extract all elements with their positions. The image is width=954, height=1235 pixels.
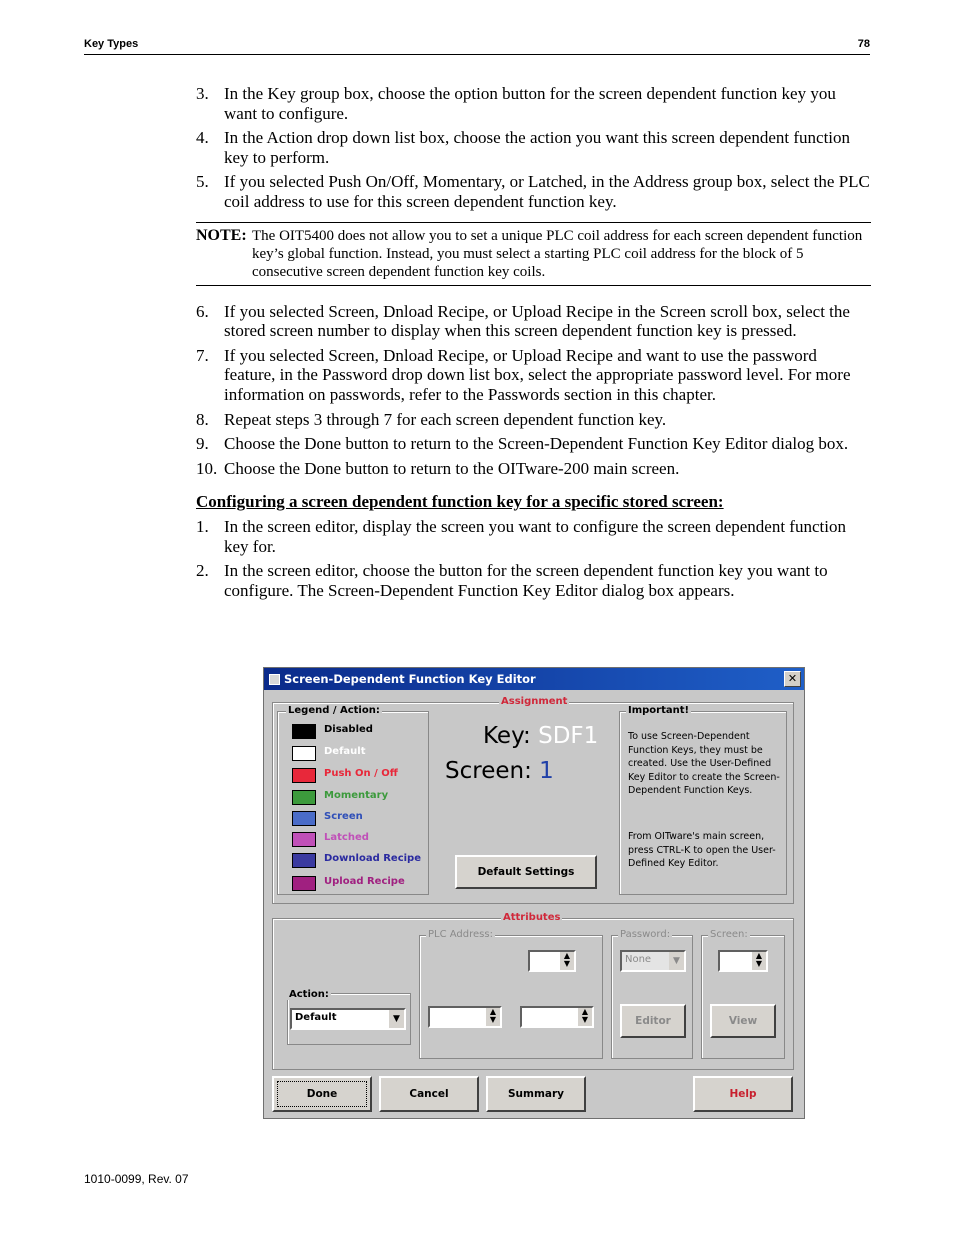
dialog-title-bar bbox=[264, 668, 804, 690]
chevron-down-icon[interactable]: ▼ bbox=[389, 1010, 404, 1028]
spinner-arrows-icon[interactable]: ▲ ▼ bbox=[486, 1008, 500, 1026]
legend-text: Momentary bbox=[324, 790, 389, 801]
legend-swatch bbox=[292, 768, 316, 783]
legend-swatch bbox=[292, 876, 316, 891]
screen-display bbox=[445, 758, 554, 784]
view-button[interactable]: View bbox=[710, 1004, 776, 1038]
step-text: If you selected Screen, Dnload Recipe, or Upload Recipe and want to use the password feature, in the Password drop down list box, select the appropriate password level. For more information on passwords, refer to the Passwords section in this chapter. bbox=[224, 345, 851, 404]
password-dropdown[interactable] bbox=[620, 950, 686, 972]
step-number: 3. bbox=[196, 84, 209, 103]
password-value: None bbox=[625, 954, 652, 965]
spinner-arrows-icon[interactable]: ▲ ▼ bbox=[560, 952, 574, 970]
note-text: The OIT5400 does not allow you to set a unique PLC coil address for each screen dependent function key’s global function. Instead, you must select a starting PLC coil address for the block of 5 consecutive screen dependent function key coils. bbox=[252, 227, 863, 280]
step-number: 7. bbox=[196, 345, 209, 365]
attributes-label: Attributes bbox=[503, 912, 561, 923]
password-group bbox=[611, 929, 693, 1059]
step-number: 9. bbox=[196, 434, 209, 454]
legend-swatch bbox=[292, 746, 316, 761]
action-dropdown[interactable] bbox=[290, 1008, 406, 1030]
legend-text: Default bbox=[324, 746, 366, 757]
important-text-1: To use Screen-Dependent Function Keys, they must be created. Use the User-Defined Key Editor to create the Screen-Dependent Function Keys. bbox=[628, 731, 780, 796]
list-item bbox=[196, 434, 871, 454]
step-number: 8. bbox=[196, 409, 209, 429]
spinner-arrows-icon[interactable]: ▲ ▼ bbox=[752, 952, 766, 970]
plc-address-spinner-2[interactable] bbox=[428, 1006, 502, 1028]
plc-address-label: PLC Address: bbox=[428, 929, 493, 940]
list-item bbox=[196, 128, 871, 167]
step-text: In the Key group box, choose the option button for the screen dependent function key you want to configure. bbox=[224, 84, 836, 123]
summary-button[interactable]: Summary bbox=[486, 1076, 586, 1112]
important-label: Important! bbox=[628, 705, 690, 716]
attributes-group bbox=[272, 912, 794, 1070]
key-display bbox=[483, 723, 598, 749]
note-label: NOTE: bbox=[196, 226, 247, 244]
done-button[interactable]: Done bbox=[272, 1076, 372, 1112]
legend-text: Upload Recipe bbox=[324, 876, 405, 887]
legend-text: Disabled bbox=[324, 724, 373, 735]
screen-group bbox=[701, 929, 785, 1059]
step-text: If you selected Push On/Off, Momentary, or Latched, in the Address group box, select the PLC coil address to use for this screen dependent function key. bbox=[224, 172, 870, 211]
step-number: 2. bbox=[196, 561, 209, 581]
password-label: Password: bbox=[620, 929, 671, 940]
page-header bbox=[84, 38, 870, 55]
section-heading: Configuring a screen dependent function key for a specific stored screen: bbox=[196, 492, 724, 512]
step-text: In the Action drop down list box, choose the action you want this screen dependent function key to perform. bbox=[224, 128, 851, 167]
legend-swatch bbox=[292, 724, 316, 739]
step-number: 5. bbox=[196, 172, 209, 192]
chevron-down-icon[interactable]: ▼ bbox=[669, 952, 684, 970]
key-label: Key: bbox=[483, 723, 531, 749]
list-item bbox=[196, 410, 871, 430]
list-item bbox=[196, 459, 871, 479]
step-text: Choose the Done button to return to the OITware-200 main screen. bbox=[224, 458, 680, 478]
step-text: In the screen editor, display the screen you want to configure the screen dependent function key for. bbox=[224, 516, 846, 556]
spinner-arrows-icon[interactable]: ▲ ▼ bbox=[578, 1008, 592, 1026]
step-text: Choose the Done button to return to the Screen-Dependent Function Key Editor dialog box. bbox=[224, 434, 849, 454]
plc-address-spinner-1[interactable] bbox=[528, 950, 576, 972]
important-text-2: From OITware's main screen, press CTRL-K to open the User-Defined Key Editor. bbox=[628, 831, 776, 869]
step-number: 10. bbox=[196, 458, 218, 478]
important-group bbox=[619, 705, 787, 895]
steps-group-a bbox=[196, 84, 871, 212]
screen-group-label: Screen: bbox=[710, 929, 748, 940]
plc-address-spinner-3[interactable] bbox=[520, 1006, 594, 1028]
function-key-editor-dialog bbox=[263, 667, 805, 1119]
step-number: 1. bbox=[196, 516, 209, 536]
cancel-button[interactable]: Cancel bbox=[379, 1076, 479, 1112]
step-text: Repeat steps 3 through 7 for each screen dependent function key. bbox=[224, 409, 667, 429]
list-item bbox=[196, 561, 871, 600]
list-item bbox=[196, 84, 871, 123]
legend-text: Screen bbox=[324, 811, 363, 822]
plc-address-group bbox=[419, 929, 603, 1059]
steps-group-b bbox=[196, 302, 871, 479]
action-value: Default bbox=[295, 1012, 337, 1023]
steps-group-c bbox=[196, 517, 871, 600]
legend-label: Legend / Action: bbox=[288, 705, 380, 716]
dialog-title: Screen-Dependent Function Key Editor bbox=[284, 672, 536, 686]
screen-value: 1 bbox=[539, 758, 554, 784]
document-body bbox=[196, 84, 871, 605]
page-footer: 1010-0099, Rev. 07 bbox=[84, 1172, 189, 1186]
legend-swatch bbox=[292, 790, 316, 805]
step-text: In the screen editor, choose the button for the screen dependent function key you want to configure. The Screen-Dependent Function Key Editor dialog box appears. bbox=[224, 561, 828, 600]
default-settings-button[interactable]: Default Settings bbox=[455, 855, 597, 889]
screen-label: Screen: bbox=[445, 758, 532, 784]
list-item bbox=[196, 172, 871, 211]
close-button[interactable]: ✕ bbox=[784, 671, 801, 687]
legend-text: Push On / Off bbox=[324, 768, 398, 779]
note-box bbox=[196, 222, 871, 286]
editor-button[interactable]: Editor bbox=[620, 1004, 686, 1038]
legend-swatch bbox=[292, 832, 316, 847]
assignment-label: Assignment bbox=[501, 696, 568, 707]
list-item bbox=[196, 302, 871, 341]
action-label: Action: bbox=[289, 989, 329, 1000]
step-number: 6. bbox=[196, 301, 209, 321]
list-item bbox=[196, 346, 871, 405]
step-text: If you selected Screen, Dnload Recipe, or Upload Recipe in the Screen scroll box, select the stored screen number to display when this screen dependent function key is pressed. bbox=[224, 301, 850, 341]
assignment-group bbox=[272, 696, 794, 904]
window-icon bbox=[269, 674, 280, 685]
legend-swatch bbox=[292, 853, 316, 868]
action-group bbox=[287, 989, 411, 1045]
help-button[interactable]: Help bbox=[693, 1076, 793, 1112]
legend-text: Latched bbox=[324, 832, 369, 843]
key-value: SDF1 bbox=[538, 723, 599, 749]
header-section: Key Types bbox=[84, 38, 139, 50]
header-page-number: 78 bbox=[857, 38, 870, 50]
step-number: 4. bbox=[196, 128, 209, 148]
screen-spinner[interactable] bbox=[718, 950, 768, 972]
legend-group bbox=[277, 705, 429, 895]
legend-text: Download Recipe bbox=[324, 853, 421, 864]
list-item bbox=[196, 517, 871, 556]
legend-swatch bbox=[292, 811, 316, 826]
